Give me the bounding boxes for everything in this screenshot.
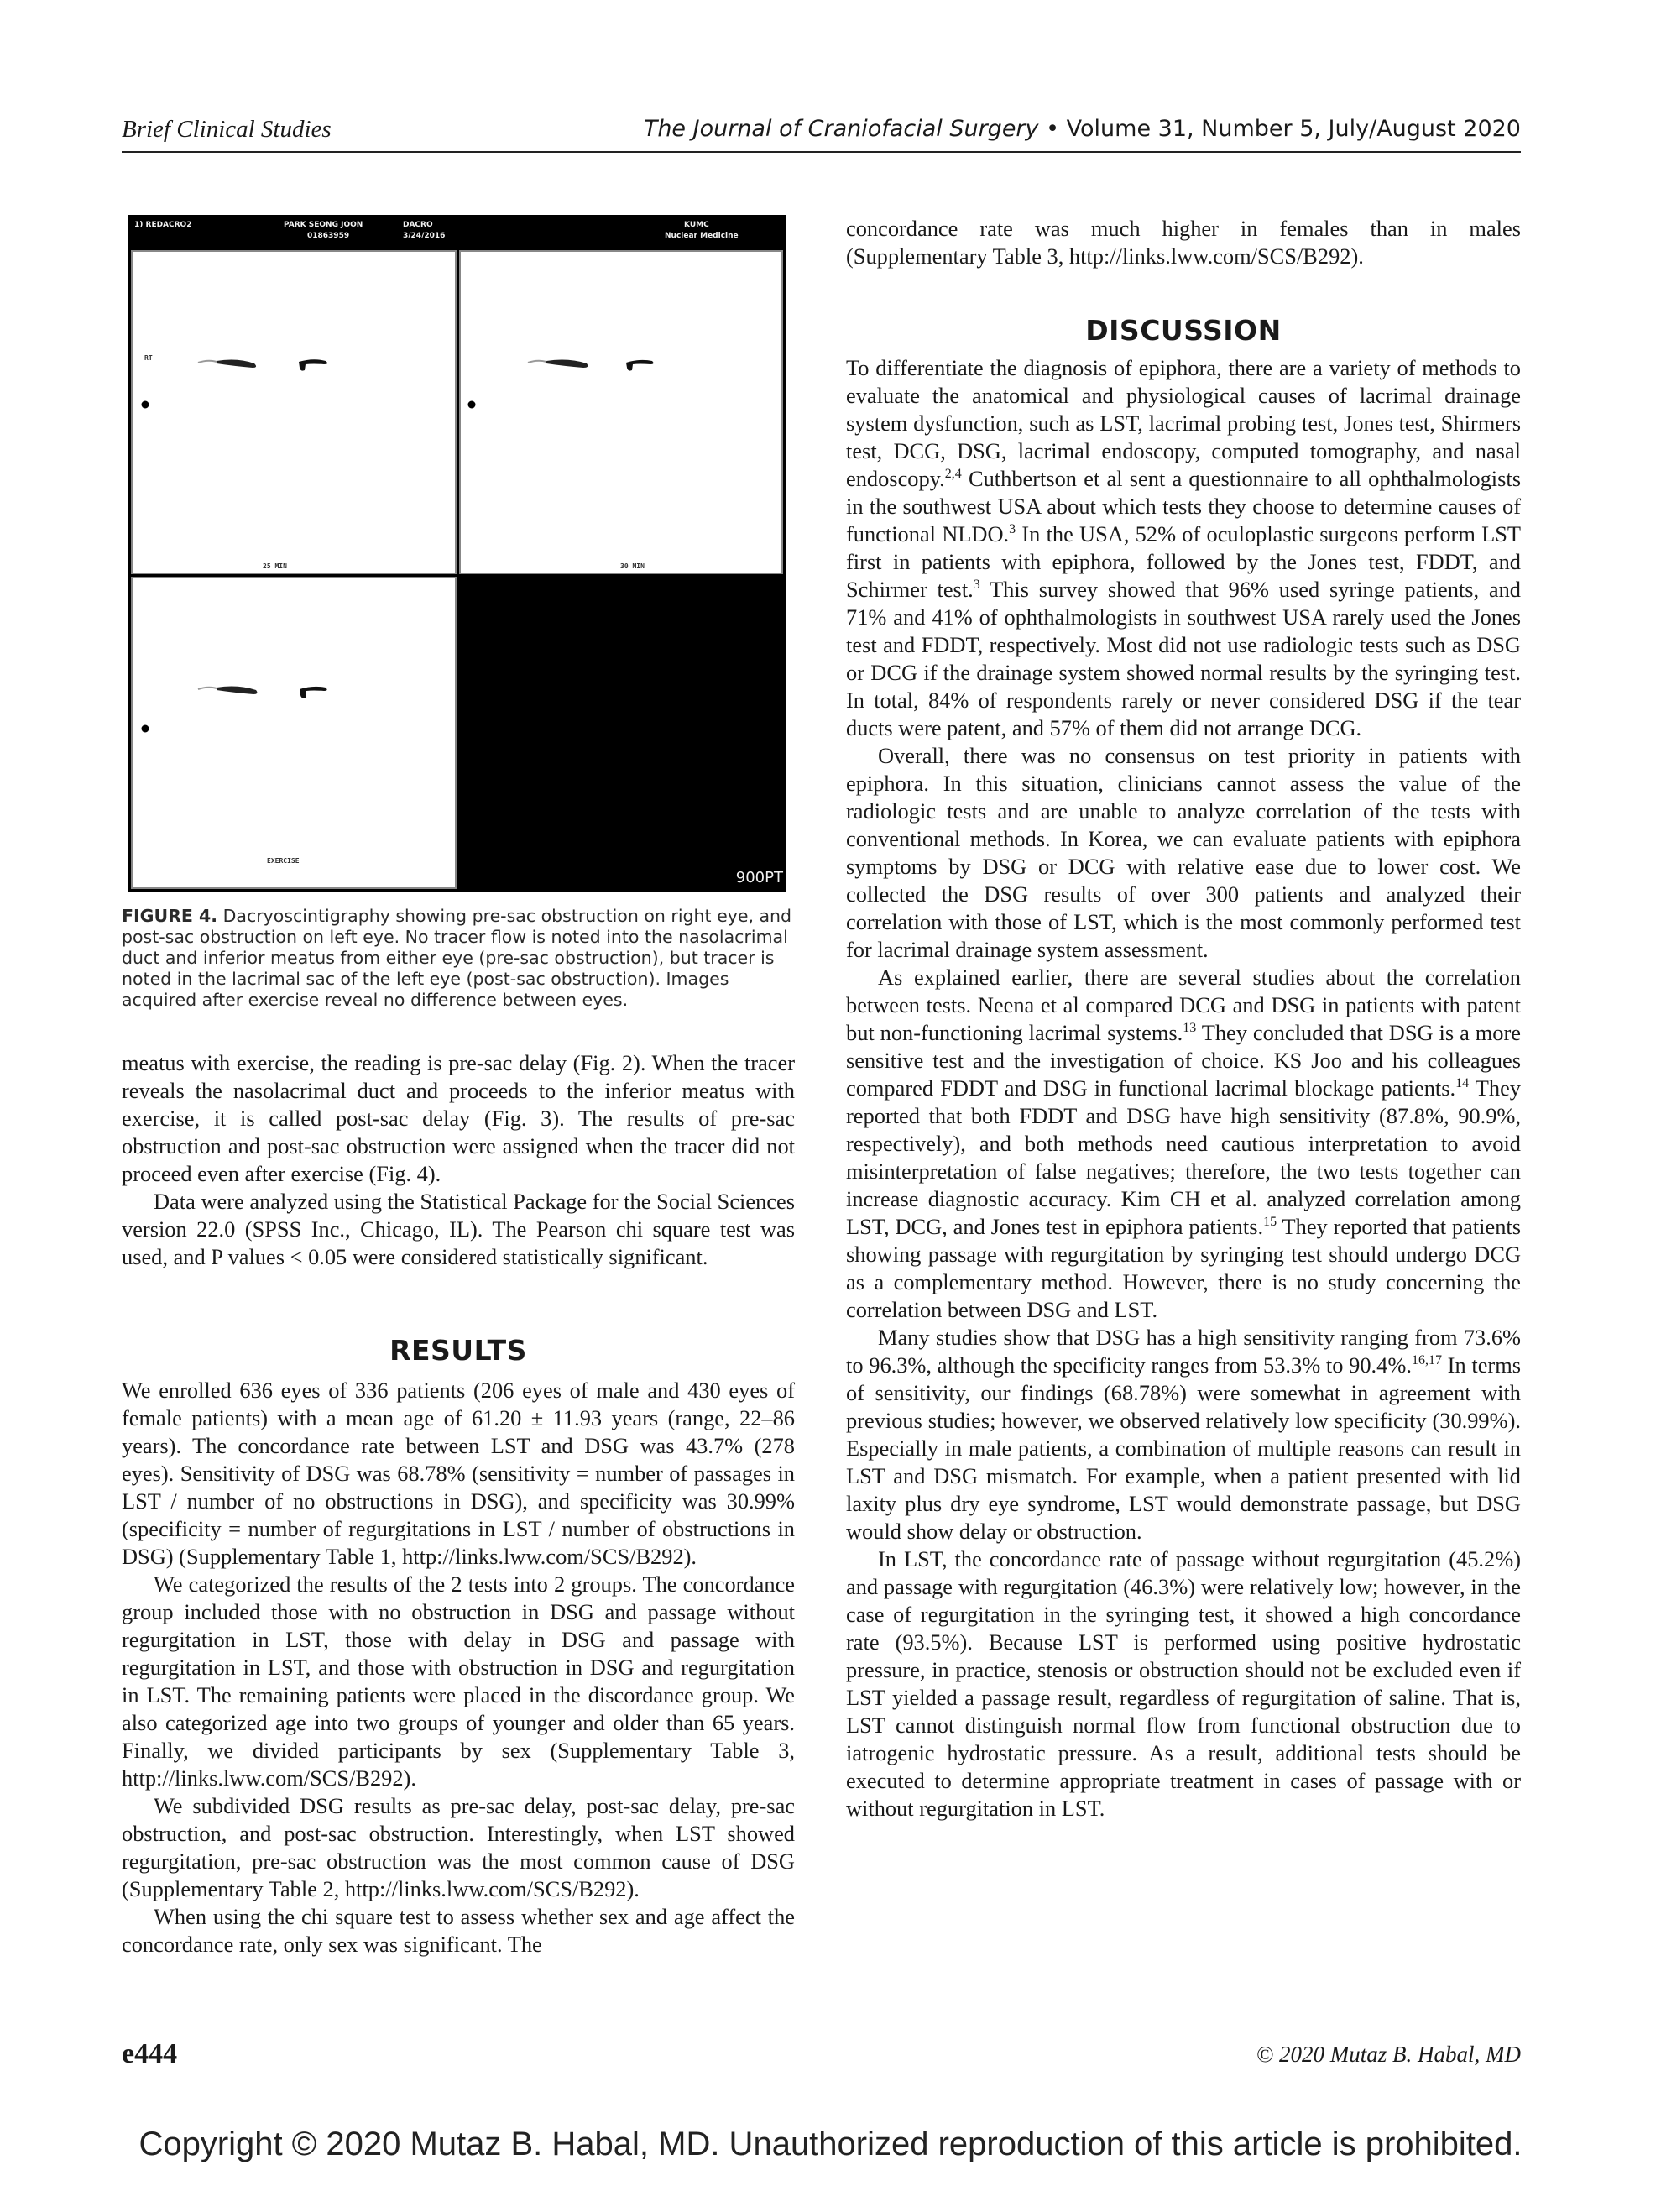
patient-id: 01863959	[307, 232, 350, 240]
discussion-body	[846, 354, 1521, 1822]
paragraph: When using the chi square test to assess whether sex and age affect the concordance rate, only sex was significant. The	[122, 1904, 795, 1957]
department: Nuclear Medicine	[665, 232, 739, 240]
header-bullet: •	[1046, 116, 1060, 142]
scan-image-exercise	[133, 578, 455, 887]
left-column	[122, 1049, 795, 1271]
figure-info-bar	[128, 215, 786, 248]
paragraph: In LST, the concordance rate of passage without regurgitation (45.2%) and passage with regurgitation (46.3%) were relatively low; however, in the case of regurgitation in the syringing test, it showed a high concordance rate (93.5%). Because LST is performed using positive hydrostatic pressure, in practice, stenosis or obstruction should not be excluded even if LST yielded a passage result, regardless of regurgitation of saline. That is, LST cannot distinguish normal flow from functional obstruction due to iatrogenic hydrostatic pressure. As a result, additional tests should be executed to determine appropriate treatment in cases of passage with or without regurgitation in LST.	[846, 1546, 1521, 1821]
scan-image-25min	[133, 252, 455, 573]
caption-text: Dacryoscintigraphy showing pre-sac obstruction on right eye, and post-sac obstruction on left eye. No tracer flow is noted into the nasolacrimal duct and inferior meatus from either eye (pre-sac obstruction), but tracer is noted in the lacrimal sac of the left eye (post-sac obstruction). Images acquired after exercise reveal no difference between eyes.	[122, 906, 792, 1010]
paragraph: Overall, there was no consensus on test priority in patients with epiphora. In this situation, clinicians cannot assess the value of the radiologic tests and are unable to analyze correlation of the tests with conventional methods. In Korea, we can evaluate patients with epiphora symptoms by DSG or DCG with relative ease due to lower cost. We collected the DSG results of over 300 patients and analyzed their correlation with those of LST, which is the most commonly performed test for lacrimal drainage system assessment.	[846, 743, 1521, 962]
paragraph: We categorized the results of the 2 tests into 2 groups. The concordance group included those with no obstruction in DSG and passage without regurgitation in LST, those with delay in DSG and passage with regurgitation in LST, and those with obstruction in DSG and regurgitation in LST. The remaining patients were placed in the discordance group. We also categorized age into two groups of younger and older than 65 years. Finally, we divided participants by sex (Supplementary Table 3, http://links.lww.com/SCS/B292).	[122, 1571, 795, 1791]
footer-copyright: © 2020 Mutaz B. Habal, MD	[1256, 2042, 1521, 2067]
paragraph: concordance rate was much higher in females than in males (Supplementary Table 3, http://links.lww.com/SCS/B292).	[846, 216, 1521, 269]
page-number: e444	[122, 2038, 178, 2069]
paragraph: Data were analyzed using the Statistical Package for the Social Sciences version 22.0 (SPSS Inc., Chicago, IL). The Pearson chi square test was used, and P values < 0.05 were considered statistically significant.	[122, 1189, 795, 1269]
paragraph: We enrolled 636 eyes of 336 patients (206 eyes of male and 430 eyes of female patients) with a mean age of 61.20 ± 11.93 years (range, 22–86 years). The concordance rate between LST and DSG was 43.7% (278 eyes). Sensitivity of DSG was 68.78% (sensitivity = number of passages in LST / number of no obstructions in DSG), and specificity was 30.99% (specificity = number of regurgitations in LST / number of obstructions in DSG) (Supplementary Table 1, http://links.lww.com/SCS/B292).	[122, 1378, 795, 1569]
results-body	[122, 1377, 795, 1958]
study-type: DACRO	[403, 221, 433, 229]
scan-image-30min	[461, 252, 781, 573]
time-label-exercise: EXERCISE	[267, 857, 300, 865]
scan-panel-30min	[459, 250, 783, 574]
right-side-marker: RT	[144, 354, 153, 362]
figure-corner-mark: 900PT	[735, 869, 783, 886]
header-rule	[122, 151, 1521, 153]
running-header	[122, 116, 1521, 153]
study-id: 1) REDACRO2	[134, 221, 192, 229]
study-date: 3/24/2016	[403, 232, 446, 240]
right-column-top	[846, 215, 1521, 270]
time-label-30min: 30 MIN	[620, 562, 645, 570]
discussion-heading: DISCUSSION	[1085, 314, 1282, 347]
paragraph: meatus with exercise, the reading is pre-sac delay (Fig. 2). When the tracer reveals the nasolacrimal duct and proceeds to the inferior meatus with exercise, it is called post-sac delay (Fig. 3). The results of pre-sac obstruction and post-sac obstruction were assigned when the tracer did not proceed even after exercise (Fig. 4).	[122, 1050, 795, 1186]
figure-label: FIGURE 4.	[122, 906, 218, 926]
journal-citation	[644, 116, 1521, 142]
journal-issue: Volume 31, Number 5, July/August 2020	[1066, 116, 1521, 142]
scan-panel-25min	[131, 250, 457, 574]
figure-4-scintigraphy	[128, 215, 786, 892]
figure-caption	[122, 906, 793, 1011]
paragraph: To differentiate the diagnosis of epiphora, there are a variety of methods to evaluate the anatomical and physiological causes of lacrimal drainage system dysfunction, such as LST, lacrimal probing test, Jones test, Shirmers test, DCG, DSG, lacrimal endoscopy, computed tomography, and nasal endoscopy.$^{2,4}$ Cuthbertson et al sent a questionnaire to all ophthalmologists in the southwest USA about which tests they choose to determine causes of functional NLDO.$^3$ In the USA, 52% of oculoplastic surgeons perform LST first in patients with epiphora, followed by the Jones test, FDDT, and Schirmer test.$^3$ This survey showed that 96% used syringe patients, and 71% and 41% of ophthalmologists in southwest USA rarely used the Jones test and FDDT, respectively. Most did not use radiologic tests such as DSG or DCG if the drainage system showed normal results by the syringing test. In total, 84% of respondents rarely or never considered DSG if the tear ducts were patent, and 57% of them did not arrange DCG.	[846, 355, 1521, 740]
paragraph: Many studies show that DSG has a high sensitivity ranging from 73.6% to 96.3%, although the specificity ranges from 53.3% to 90.4%.$^{16,17}$ In terms of sensitivity, our findings (68.78%) were somewhat in agreement with previous studies; however, we observed relatively low specificity (30.99%). Especially in male patients, a combination of multiple reasons can result in LST and DSG mismatch. For example, when a patient presented with lid laxity plus dry eye syndrome, LST would demonstrate passage, but DSG would show delay or obstruction.	[846, 1325, 1521, 1544]
paragraph: As explained earlier, there are several studies about the correlation between tests. Neena et al compared DCG and DSG in patients with patent but non-functioning lacrimal systems.$^{13}$ They concluded that DSG is a more sensitive test and the investigation of choice. KS Joo and his colleagues compared FDDT and DSG in functional lacrimal blockage patients.$^{14}$ They reported that both FDDT and DSG have high sensitivity (87.8%, 90.9%, respectively), and both methods need cautious interpretation to avoid misinterpretation of false negatives; therefore, the two tests together can increase diagnostic accuracy. Kim CH et al. analyzed correlation among LST, DCG, and Jones test in epiphora patients.$^{15}$ They reported that patients showing passage with regurgitation by syringing test should undergo DCG as a complementary method. However, there is no study concerning the correlation between DSG and LST.	[846, 965, 1522, 1322]
institution: KUMC	[684, 221, 709, 229]
scan-panel-exercise	[131, 577, 457, 889]
scan-panel-empty	[459, 577, 783, 889]
section-label: Brief Clinical Studies	[122, 116, 332, 143]
paragraph: We subdivided DSG results as pre-sac delay, post-sac delay, pre-sac obstruction, and post-sac obstruction. Interestingly, when LST showed regurgitation, pre-sac obstruction was the most common cause of DSG (Supplementary Table 2, http://links.lww.com/SCS/B292).	[122, 1793, 795, 1901]
journal-name: The Journal of Craniofacial Surgery	[643, 116, 1039, 142]
results-heading: RESULTS	[389, 1334, 527, 1367]
copyright-banner: Copyright © 2020 Mutaz B. Habal, MD. Unauthorized reproduction of this article is prohibited.	[138, 2126, 1523, 2162]
patient-name: PARK SEONG JOON	[284, 221, 363, 229]
time-label-25min: 25 MIN	[263, 562, 287, 570]
